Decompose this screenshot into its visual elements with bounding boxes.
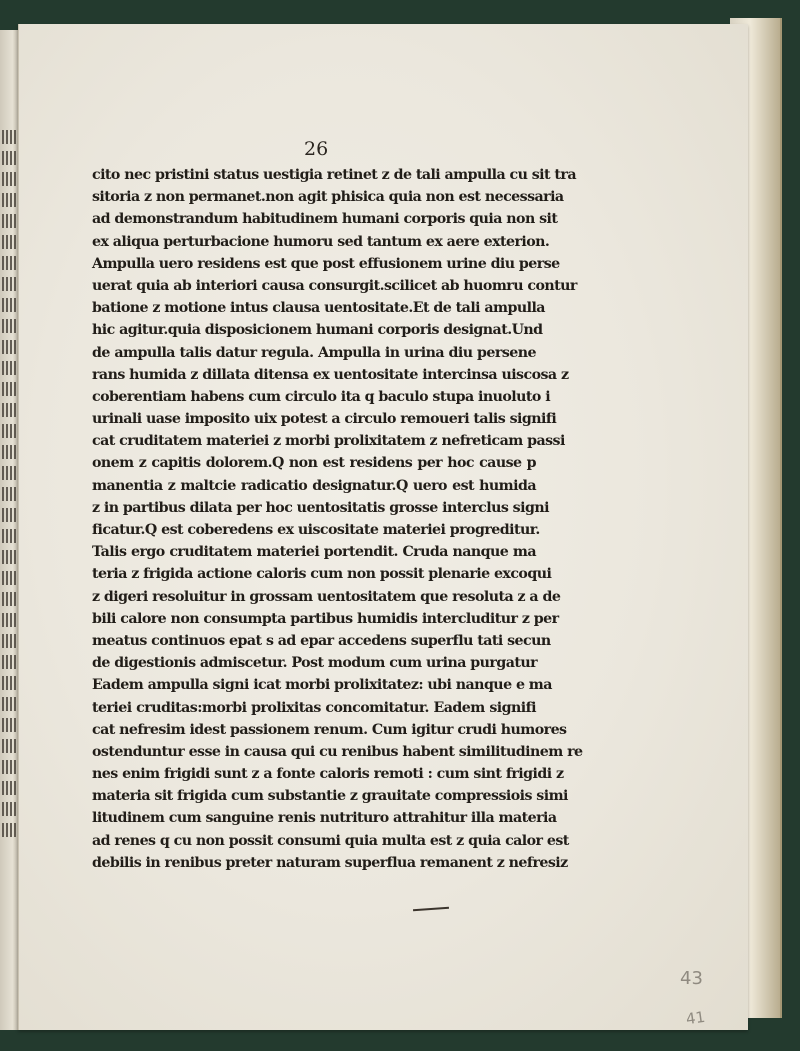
text-line: Eadem ampulla signi icat morbi prolixitatez: ubi nanque e ma — [92, 677, 552, 694]
text-line: z digeri resoluitur in grossam uentositatem que resoluta z a de — [92, 588, 561, 605]
text-line: cat cruditatem materiei z morbi prolixitatem z nefreticam passi — [92, 433, 565, 450]
text-line: ad renes q cu non possit consumi quia multa est z quia calor est — [92, 832, 569, 849]
text-line: onem z capitis dolorem.Q non est residens per hoc cause p — [92, 455, 536, 472]
text-line: materia sit frigida cum substantie z grauitate compressiois simi — [92, 788, 568, 805]
text-line: coberentiam habens cum circulo ita q baculo stupa inuoluto i — [92, 388, 551, 405]
text-line: ostenduntur esse in causa qui cu renibus habent similitudinem re — [92, 743, 583, 760]
text-block — [92, 164, 583, 874]
text-line: de ampulla talis datur regula. Ampulla in urina diu persene — [92, 344, 536, 361]
margin-note: 43 — [680, 968, 703, 989]
text-line: litudinem cum sanguine renis nutrituro attrahitur illa materia — [92, 810, 557, 827]
text-line: de digestionis admiscetur. Post modum cum urina purgatur — [92, 655, 538, 672]
text-line: manentia z maltcie radicatio designatur.Q uero est humida — [92, 477, 536, 494]
text-line: cito nec pristini status uestigia retinet z de tali ampulla cu sit tra — [92, 167, 576, 183]
page-number: 26 — [304, 138, 329, 160]
text-line: meatus continuos epat s ad epar accedens superflu tati secun — [92, 632, 551, 649]
text-line: rans humida z dillata ditensa ex uentositate intercinsa uiscosa z — [92, 366, 569, 383]
text-line: urinali uase imposito uix potest a circulo remoueri talis signifi — [92, 411, 557, 428]
facing-page-edge — [0, 30, 18, 1030]
text-line: Talis ergo cruditatem materiei portendit. Cruda nanque ma — [92, 544, 536, 561]
text-line: ex aliqua perturbacione humoru sed tantum ex aere exterion. — [92, 233, 550, 250]
text-line: ficatur.Q est coberedens ex uiscositate materiei progreditur. — [92, 522, 540, 538]
text-line: z in partibus dilata per hoc uentositatis grosse interclus signi — [92, 499, 549, 516]
text-line: nes enim frigidi sunt z a fonte caloris remoti : cum sint frigidi z — [92, 766, 564, 783]
text-line: cat nefresim idest passionem renum. Cum igitur crudi humores — [92, 721, 567, 738]
text-line: bili calore non consumpta partibus humidis intercluditur z per — [92, 610, 559, 627]
text-line: batione z motione intus clausa uentositate.Et de tali ampulla — [92, 300, 545, 317]
text-line: sitoria z non permanet.non agit phisica quia non est necessaria — [92, 189, 564, 206]
text-line: uerat quia ab interiori causa consurgit.scilicet ab huomru contur — [92, 277, 577, 294]
ink-mark — [413, 907, 449, 912]
text-line: debilis in renibus preter naturam superflua remanent z nefresiz — [92, 854, 568, 871]
text-line: Ampulla uero residens est que post effusionem urine diu perse — [92, 255, 560, 272]
facing-page-text-fragments — [2, 130, 16, 844]
book-page — [18, 24, 748, 1030]
text-line: teriei cruditas:morbi prolixitas concomitatur. Eadem signifi — [92, 699, 536, 716]
text-line: ad demonstrandum habitudinem humani corporis quia non sit — [92, 211, 558, 228]
text-line: teria z frigida actione caloris cum non possit plenarie excoqui — [92, 566, 552, 583]
text-line: hic agitur.quia disposicionem humani corporis designat.Und — [92, 322, 543, 339]
margin-note-secondary: 41 — [684, 1007, 707, 1029]
